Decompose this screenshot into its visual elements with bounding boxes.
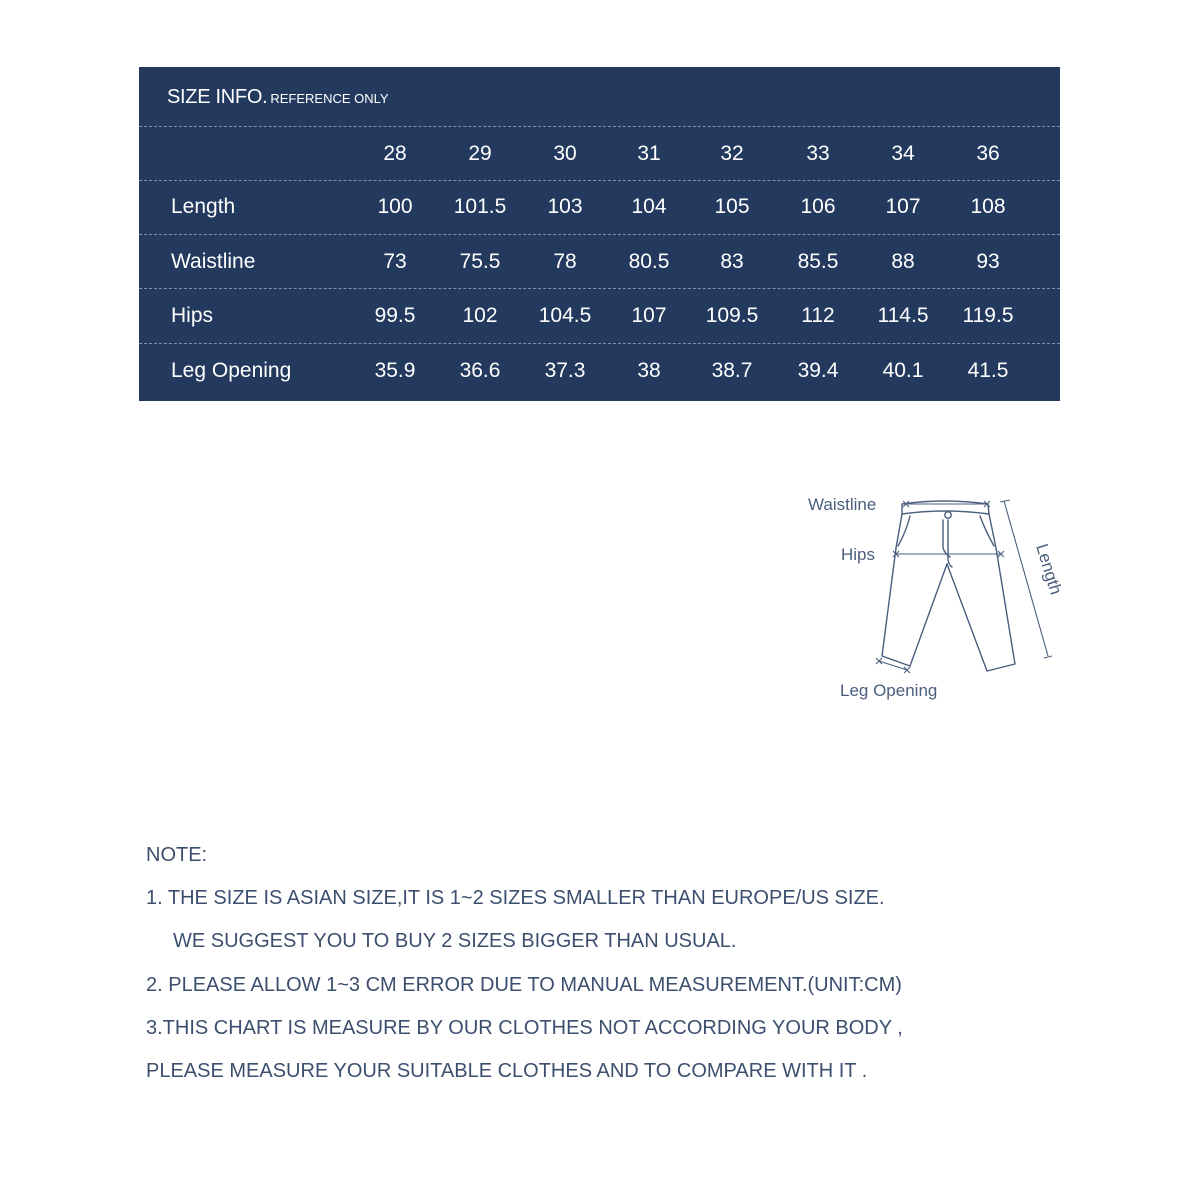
table-title-main: SIZE INFO. <box>167 86 268 108</box>
table-cell: 119.5 <box>962 304 1014 327</box>
table-cell: 109.5 <box>705 304 759 327</box>
table-cell: 108 <box>970 195 1006 218</box>
table-cell: 100 <box>377 195 413 218</box>
table-cell: 41.5 <box>967 359 1009 382</box>
size-header-cell: 33 <box>806 142 830 165</box>
size-header-cell: 36 <box>976 142 1000 165</box>
size-header-cell: 31 <box>637 142 661 165</box>
row-label: Leg Opening <box>171 359 292 382</box>
size-header-row <box>139 127 1060 181</box>
table-cell: 78 <box>553 250 577 273</box>
table-cell: 85.5 <box>797 250 839 273</box>
size-header-cell: 32 <box>720 142 744 165</box>
waistline-label: Waistline <box>808 495 877 514</box>
length-label: Length <box>1032 541 1066 597</box>
table-cell: 37.3 <box>544 359 586 382</box>
table-cell: 38 <box>637 359 661 382</box>
table-cell: 101.5 <box>453 195 507 218</box>
notes-heading: NOTE: <box>146 844 208 866</box>
note-line: 3.THIS CHART IS MEASURE BY OUR CLOTHES NOT ACCORDING YOUR BODY , <box>146 1016 903 1039</box>
note-line: 2. PLEASE ALLOW 1~3 CM ERROR DUE TO MANUAL MEASUREMENT.(UNIT:CM) <box>146 973 902 996</box>
row-length <box>139 180 1060 234</box>
table-cell: 114.5 <box>877 304 929 327</box>
table-cell: 93 <box>976 250 1000 273</box>
table-cell: 80.5 <box>628 250 670 273</box>
row-hips <box>139 289 1060 343</box>
table-cell: 75.5 <box>459 250 501 273</box>
table-cell: 73 <box>383 250 407 273</box>
table-cell: 83 <box>720 250 744 273</box>
row-label: Waistline <box>171 250 256 273</box>
row-label: Length <box>171 195 236 218</box>
table-cell: 38.7 <box>711 359 753 382</box>
table-cell: 99.5 <box>374 304 416 327</box>
size-header-cell: 30 <box>553 142 577 165</box>
measure-marks <box>876 500 1052 673</box>
table-cell: 106 <box>800 195 836 218</box>
table-cell: 104.5 <box>538 304 592 327</box>
table-cell: 104 <box>631 195 667 218</box>
table-title <box>167 86 389 109</box>
size-header-cell: 29 <box>468 142 492 165</box>
row-label: Hips <box>171 304 214 327</box>
table-cell: 36.6 <box>459 359 501 382</box>
row-waistline <box>139 235 1060 289</box>
table-cell: 107 <box>631 304 667 327</box>
hips-label: Hips <box>841 545 876 564</box>
size-header-cell: 28 <box>383 142 407 165</box>
table-cell: 40.1 <box>882 359 924 382</box>
trousers-diagram <box>790 488 1080 708</box>
table-cell: 112 <box>801 304 835 327</box>
table-cell: 103 <box>547 195 583 218</box>
note-line: 1. THE SIZE IS ASIAN SIZE,IT IS 1~2 SIZES SMALLER THAN EUROPE/US SIZE. <box>146 887 885 910</box>
table-cell: 35.9 <box>374 359 416 382</box>
table-cell: 39.4 <box>797 359 839 382</box>
table-cell: 105 <box>714 195 750 218</box>
table-cell: 102 <box>462 304 498 327</box>
table-cell: 107 <box>885 195 921 218</box>
notes-section <box>146 838 903 1097</box>
size-header-cell: 34 <box>891 142 915 165</box>
row-leg-opening <box>139 344 1060 398</box>
note-line: WE SUGGEST YOU TO BUY 2 SIZES BIGGER THAN USUAL. <box>173 930 737 953</box>
table-subtitle: REFERENCE ONLY <box>270 91 389 106</box>
trousers-icon <box>882 501 1015 671</box>
note-line: PLEASE MEASURE YOUR SUITABLE CLOTHES AND TO COMPARE WITH IT . <box>146 1059 868 1082</box>
table-cell: 88 <box>891 250 915 273</box>
size-chart-table <box>139 67 1060 401</box>
leg-opening-label: Leg Opening <box>840 681 938 700</box>
